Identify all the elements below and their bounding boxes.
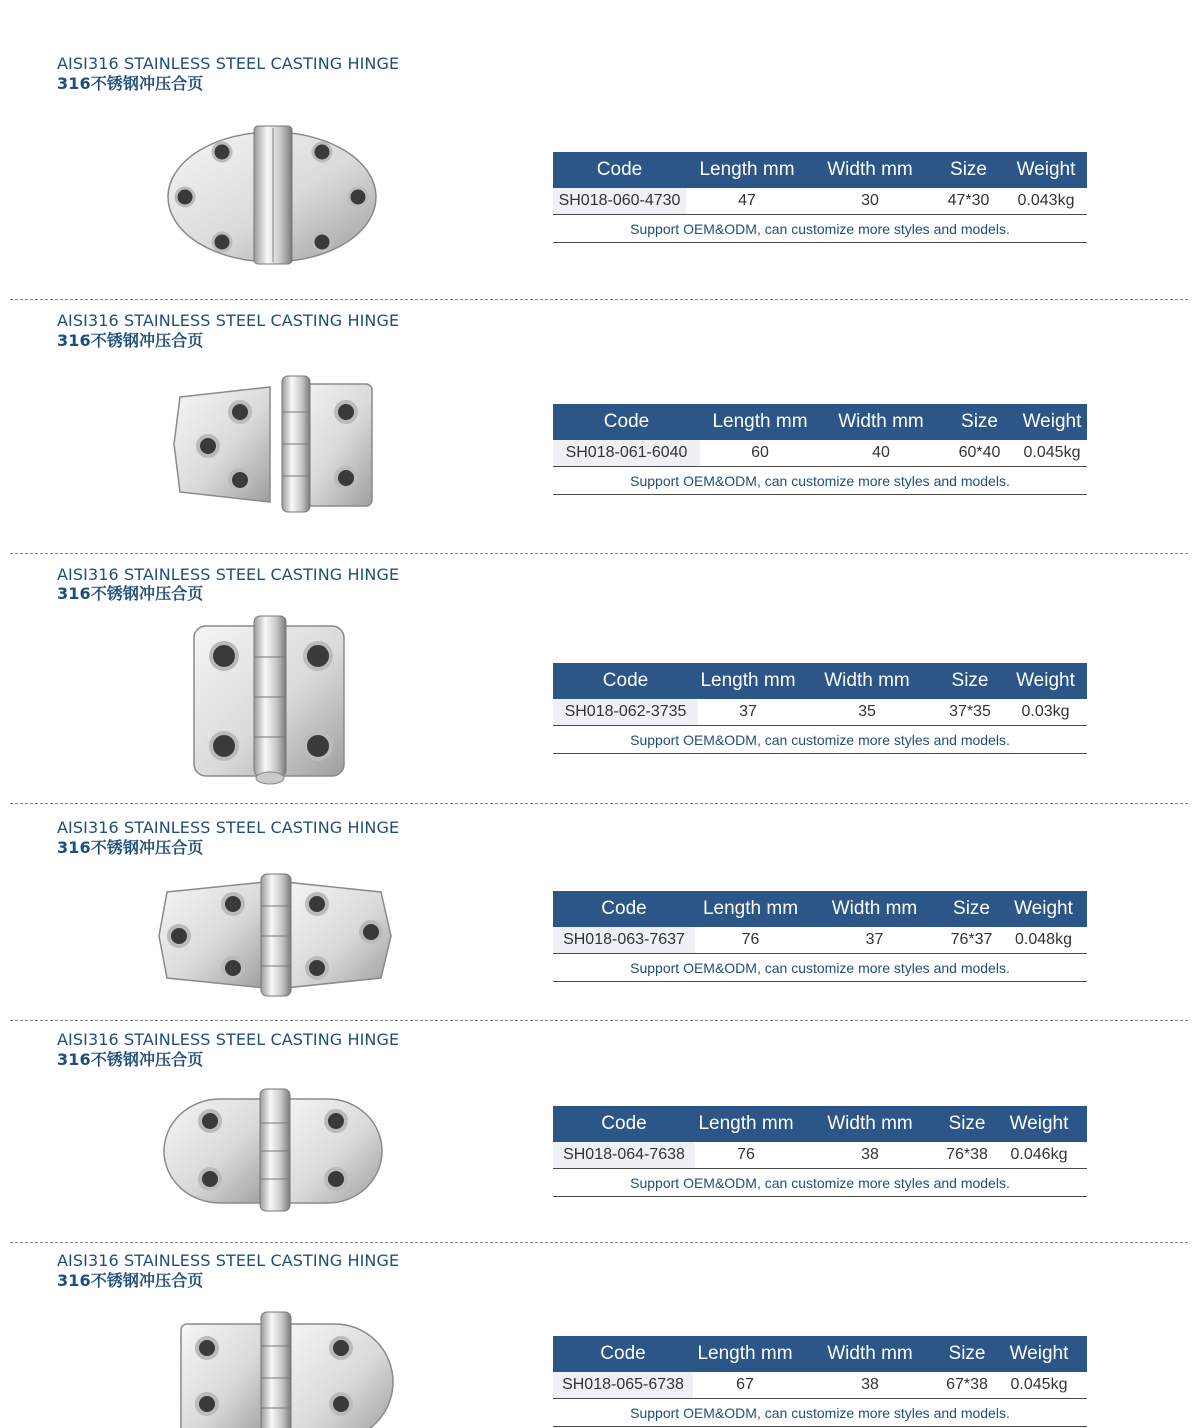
header-size: Size xyxy=(936,663,1004,699)
cell-width: 35 xyxy=(798,699,936,726)
cell-code: SH018-065-6738 xyxy=(553,1372,693,1399)
spec-table-2 xyxy=(553,404,1087,495)
header-weight: Weight xyxy=(991,1336,1087,1372)
header-size: Size xyxy=(943,891,1000,927)
section-title-en: AISI316 STAINLESS STEEL CASTING HINGE xyxy=(57,1251,400,1270)
section-title-cn: 316不锈钢冲压合页 xyxy=(57,838,204,857)
header-code: Code xyxy=(553,663,698,699)
cell-width: 38 xyxy=(797,1142,943,1169)
header-code: Code xyxy=(553,404,700,440)
cell-length: 76 xyxy=(695,1142,797,1169)
section-divider xyxy=(10,553,1188,554)
header-code: Code xyxy=(553,1106,695,1142)
cell-width: 30 xyxy=(808,188,932,215)
cell-width: 40 xyxy=(820,440,942,467)
cell-width: 37 xyxy=(806,927,943,954)
spec-table-3 xyxy=(553,663,1087,754)
cell-code: SH018-061-6040 xyxy=(553,440,700,467)
cell-code: SH018-062-3735 xyxy=(553,699,698,726)
header-width: Width mm xyxy=(797,1106,943,1142)
header-size: Size xyxy=(932,152,1005,188)
cell-size: 47*30 xyxy=(932,188,1005,215)
cell-size: 76*37 xyxy=(943,927,1000,954)
section-title-en: AISI316 STAINLESS STEEL CASTING HINGE xyxy=(57,311,400,330)
oem-note: Support OEM&ODM, can customize more styles and models. xyxy=(553,467,1087,495)
cell-weight: 0.045kg xyxy=(1017,440,1087,467)
cell-size: 60*40 xyxy=(942,440,1017,467)
section-title-cn: 316不锈钢冲压合页 xyxy=(57,1050,204,1069)
cell-weight: 0.046kg xyxy=(991,1142,1087,1169)
section-divider xyxy=(10,803,1188,804)
cell-weight: 0.048kg xyxy=(1000,927,1087,954)
section-title-en: AISI316 STAINLESS STEEL CASTING HINGE xyxy=(57,818,400,837)
header-length: Length mm xyxy=(695,1106,797,1142)
cell-length: 37 xyxy=(698,699,798,726)
cell-weight: 0.03kg xyxy=(1004,699,1087,726)
header-width: Width mm xyxy=(797,1336,943,1372)
section-divider xyxy=(10,1242,1188,1243)
hinge-image-oval xyxy=(160,122,385,272)
header-weight: Weight xyxy=(1004,663,1087,699)
section-divider xyxy=(10,299,1188,300)
cell-size: 76*38 xyxy=(943,1142,991,1169)
header-code: Code xyxy=(553,1336,693,1372)
header-weight: Weight xyxy=(1005,152,1087,188)
header-weight: Weight xyxy=(1000,891,1087,927)
header-width: Width mm xyxy=(806,891,943,927)
hinge-image-square xyxy=(190,612,350,787)
hinge-image-tapered-wide xyxy=(155,870,395,1000)
header-length: Length mm xyxy=(698,663,798,699)
spec-table-1 xyxy=(553,152,1087,243)
section-divider xyxy=(10,1020,1188,1021)
oem-note: Support OEM&ODM, can customize more styles and models. xyxy=(553,215,1087,243)
oem-note: Support OEM&ODM, can customize more styles and models. xyxy=(553,726,1087,754)
oem-note: Support OEM&ODM, can customize more styles and models. xyxy=(553,1399,1087,1427)
header-width: Width mm xyxy=(820,404,942,440)
cell-weight: 0.043kg xyxy=(1005,188,1087,215)
cell-code: SH018-060-4730 xyxy=(553,188,686,215)
cell-size: 67*38 xyxy=(943,1372,991,1399)
oem-note: Support OEM&ODM, can customize more styles and models. xyxy=(553,1169,1087,1197)
section-title-en: AISI316 STAINLESS STEEL CASTING HINGE xyxy=(57,1030,400,1049)
cell-length: 60 xyxy=(700,440,820,467)
section-title-en: AISI316 STAINLESS STEEL CASTING HINGE xyxy=(57,565,400,584)
header-size: Size xyxy=(943,1106,991,1142)
header-width: Width mm xyxy=(798,663,936,699)
section-title-cn: 316不锈钢冲压合页 xyxy=(57,331,204,350)
hinge-image-half-round xyxy=(175,1308,400,1428)
cell-length: 47 xyxy=(686,188,808,215)
hinge-image-round-end xyxy=(160,1085,385,1215)
hinge-image-tapered xyxy=(170,372,380,517)
section-title-cn: 316不锈钢冲压合页 xyxy=(57,74,204,93)
spec-table-5 xyxy=(553,1106,1087,1197)
cell-weight: 0.045kg xyxy=(991,1372,1087,1399)
cell-code: SH018-063-7637 xyxy=(553,927,695,954)
oem-note: Support OEM&ODM, can customize more styles and models. xyxy=(553,954,1087,982)
spec-table-4 xyxy=(553,891,1087,982)
cell-size: 37*35 xyxy=(936,699,1004,726)
cell-width: 38 xyxy=(797,1372,943,1399)
header-size: Size xyxy=(942,404,1017,440)
cell-length: 76 xyxy=(695,927,806,954)
header-width: Width mm xyxy=(808,152,932,188)
header-length: Length mm xyxy=(686,152,808,188)
spec-table-6 xyxy=(553,1336,1087,1427)
section-title-cn: 316不锈钢冲压合页 xyxy=(57,584,204,603)
header-weight: Weight xyxy=(1017,404,1087,440)
section-title-cn: 316不锈钢冲压合页 xyxy=(57,1271,204,1290)
header-length: Length mm xyxy=(700,404,820,440)
cell-length: 67 xyxy=(693,1372,797,1399)
header-code: Code xyxy=(553,152,686,188)
header-size: Size xyxy=(943,1336,991,1372)
header-code: Code xyxy=(553,891,695,927)
header-weight: Weight xyxy=(991,1106,1087,1142)
header-length: Length mm xyxy=(693,1336,797,1372)
header-length: Length mm xyxy=(695,891,806,927)
cell-code: SH018-064-7638 xyxy=(553,1142,695,1169)
section-title-en: AISI316 STAINLESS STEEL CASTING HINGE xyxy=(57,54,400,73)
